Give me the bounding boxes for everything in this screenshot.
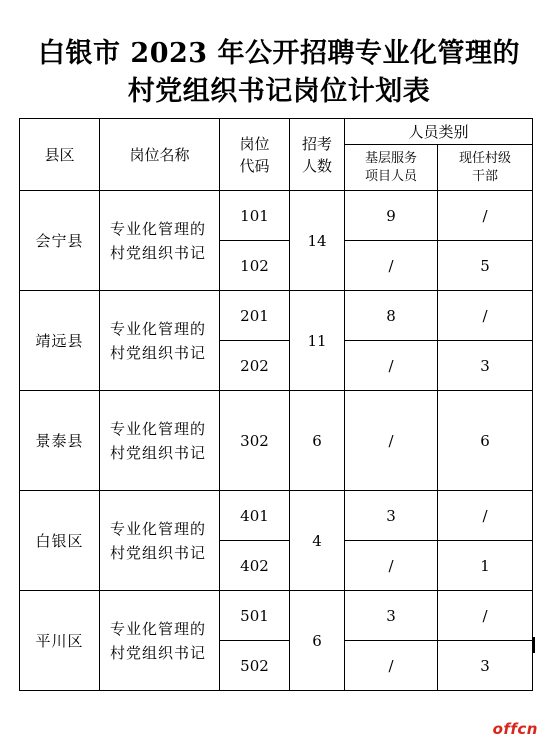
- header-category-village-cadre: [438, 145, 533, 191]
- recruitment-plan-table: [19, 118, 533, 691]
- village-cadre-count-cell: 1: [438, 541, 533, 591]
- position-name-cell: [100, 591, 220, 691]
- position-code-cell: 401: [220, 491, 290, 541]
- county-cell: 白银区: [20, 491, 100, 591]
- position-code-cell: 402: [220, 541, 290, 591]
- grassroots-count-cell: /: [345, 391, 438, 491]
- county-cell: 会宁县: [20, 191, 100, 291]
- grassroots-count-cell: 3: [345, 491, 438, 541]
- recruit-count-cell: 6: [290, 391, 345, 491]
- document-title-line2: 村党组织书记岗位计划表: [127, 76, 431, 107]
- header-county: 县区: [20, 119, 100, 191]
- position-name-cell: [100, 391, 220, 491]
- margin-mark: [532, 637, 535, 653]
- position-code-cell: 501: [220, 591, 290, 641]
- header-code-line1: 岗位: [239, 134, 270, 153]
- grassroots-count-cell: /: [345, 641, 438, 691]
- header-count-line1: 招考: [301, 134, 332, 153]
- grassroots-count-cell: /: [345, 341, 438, 391]
- position-name-line1: 专业化管理的: [110, 419, 207, 438]
- position-name-line2: 村党组织书记: [110, 243, 207, 262]
- position-name-line1: 专业化管理的: [110, 519, 207, 538]
- position-code-cell: 202: [220, 341, 290, 391]
- header-position-code: [220, 119, 290, 191]
- header-cat2-line2: 干部: [472, 168, 499, 184]
- recruit-count-cell: 11: [290, 291, 345, 391]
- header-category-grassroots: [345, 145, 438, 191]
- village-cadre-count-cell: 6: [438, 391, 533, 491]
- header-count-line2: 人数: [301, 156, 332, 175]
- position-name-line2: 村党组织书记: [110, 343, 207, 362]
- position-code-cell: 102: [220, 241, 290, 291]
- recruit-count-cell: 4: [290, 491, 345, 591]
- village-cadre-count-cell: 3: [438, 341, 533, 391]
- position-code-cell: 101: [220, 191, 290, 241]
- position-code-cell: 502: [220, 641, 290, 691]
- position-name-line2: 村党组织书记: [110, 443, 207, 462]
- county-cell: 景泰县: [20, 391, 100, 491]
- recruit-count-cell: 6: [290, 591, 345, 691]
- header-cat1-line1: 基层服务: [364, 150, 417, 166]
- grassroots-count-cell: /: [345, 541, 438, 591]
- header-recruit-count: [290, 119, 345, 191]
- position-name-line1: 专业化管理的: [110, 619, 207, 638]
- village-cadre-count-cell: /: [438, 591, 533, 641]
- grassroots-count-cell: /: [345, 241, 438, 291]
- position-name-cell: [100, 191, 220, 291]
- recruit-count-cell: 14: [290, 191, 345, 291]
- village-cadre-count-cell: /: [438, 491, 533, 541]
- position-name-line2: 村党组织书记: [110, 543, 207, 562]
- grassroots-count-cell: 3: [345, 591, 438, 641]
- position-name-line2: 村党组织书记: [110, 643, 207, 662]
- village-cadre-count-cell: 3: [438, 641, 533, 691]
- header-cat2-line1: 现任村级: [459, 150, 512, 166]
- grassroots-count-cell: 8: [345, 291, 438, 341]
- header-code-line2: 代码: [239, 156, 270, 175]
- position-code-cell: 201: [220, 291, 290, 341]
- position-name-cell: [100, 291, 220, 391]
- position-code-cell: 302: [220, 391, 290, 491]
- county-cell: 平川区: [20, 591, 100, 691]
- header-personnel-category: 人员类别: [345, 119, 533, 145]
- grassroots-count-cell: 9: [345, 191, 438, 241]
- header-cat1-line2: 项目人员: [364, 168, 417, 184]
- position-name-line1: 专业化管理的: [110, 219, 207, 238]
- village-cadre-count-cell: 5: [438, 241, 533, 291]
- position-name-cell: [100, 491, 220, 591]
- document-title-line1: 白银市 2023 年公开招聘专业化管理的: [38, 38, 520, 69]
- header-position-name: 岗位名称: [100, 119, 220, 191]
- village-cadre-count-cell: /: [438, 191, 533, 241]
- position-name-line1: 专业化管理的: [110, 319, 207, 338]
- offcn-watermark-logo: offcn: [492, 720, 538, 738]
- county-cell: 靖远县: [20, 291, 100, 391]
- village-cadre-count-cell: /: [438, 291, 533, 341]
